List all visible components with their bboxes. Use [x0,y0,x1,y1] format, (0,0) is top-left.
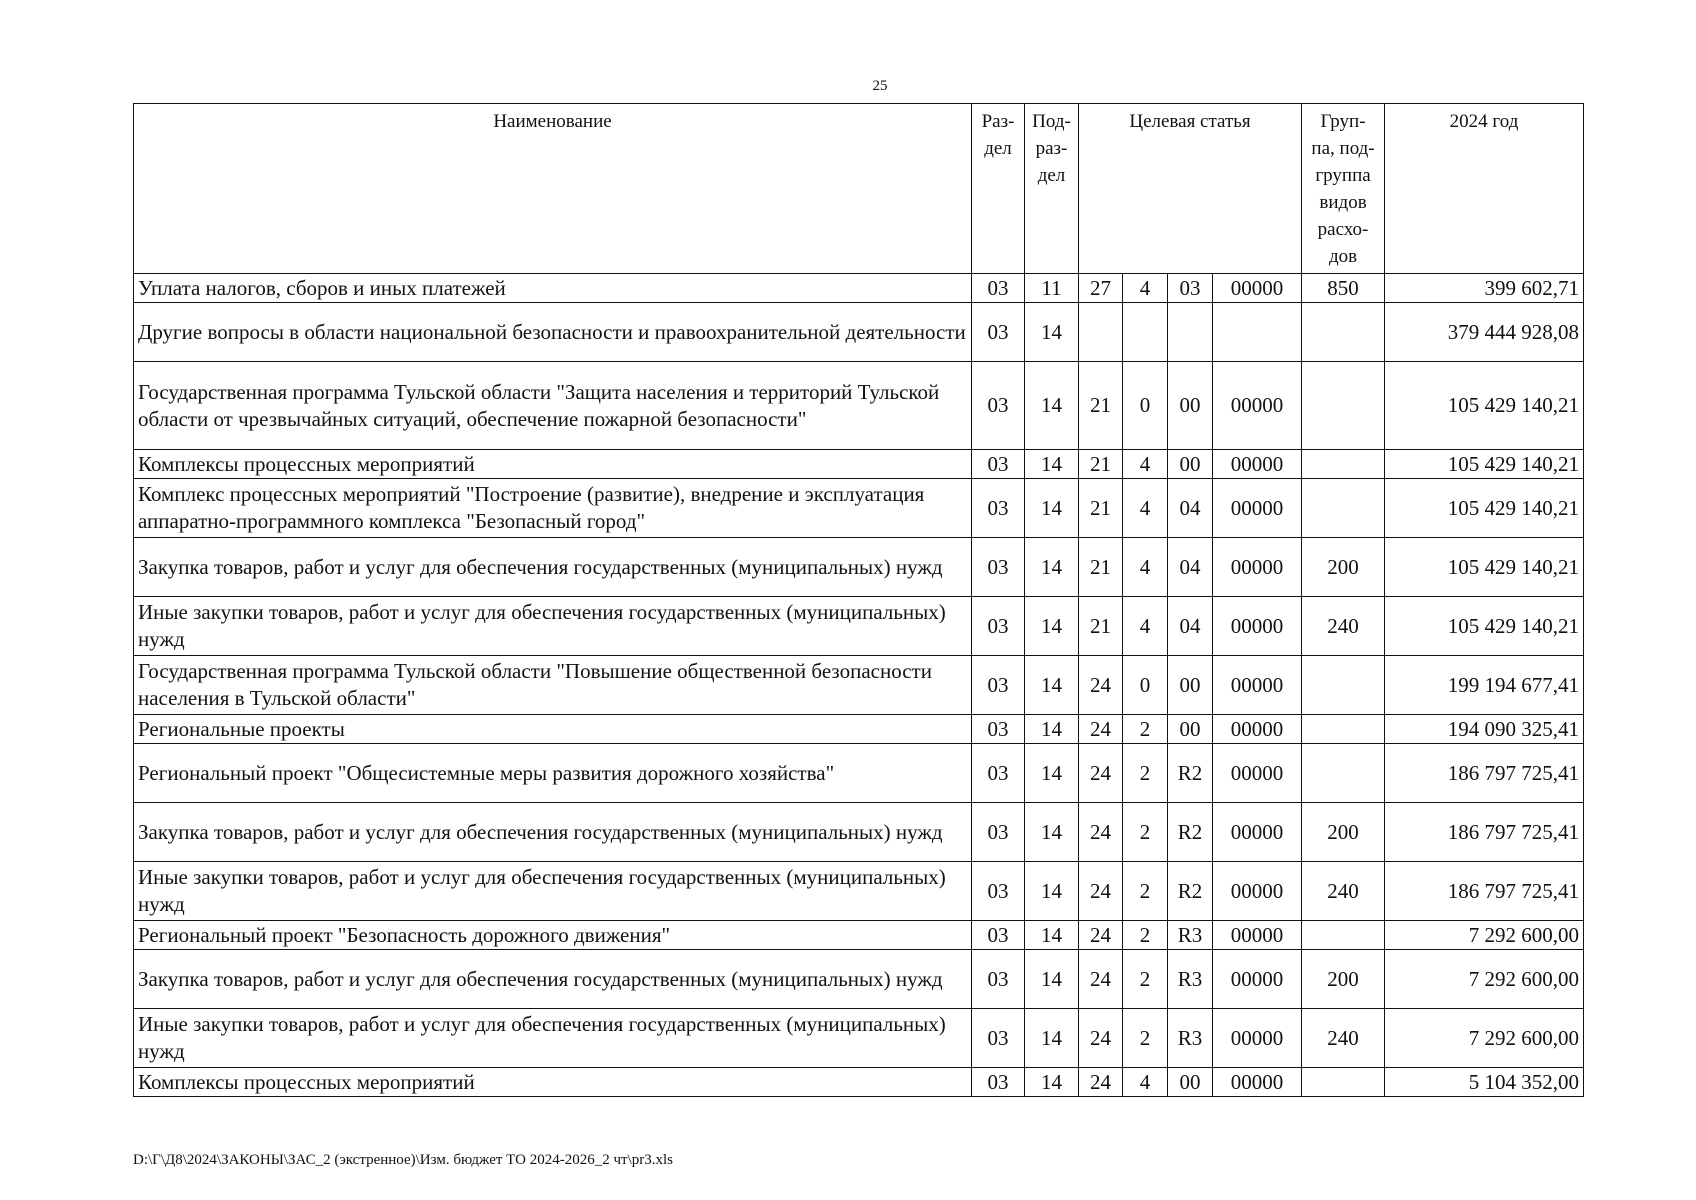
row-name: Иные закупки товаров, работ и услуг для обеспечения государственных (муниципальных) нужд [134,1009,972,1068]
row-vr [1302,715,1385,744]
row-name: Региональный проект "Общесистемные меры развития дорожного хозяйства" [134,744,972,803]
row-pr: 14 [1025,862,1079,921]
row-t4: 00000 [1213,862,1302,921]
row-name: Закупка товаров, работ и услуг для обеспечения государственных (муниципальных) нужд [134,950,972,1009]
row-t4 [1213,303,1302,362]
row-t4: 00000 [1213,715,1302,744]
table-row [134,715,1584,744]
row-pr: 14 [1025,1068,1079,1097]
row-t3: 04 [1168,479,1213,538]
row-vr [1302,362,1385,450]
row-t2: 4 [1123,538,1168,597]
row-t2: 2 [1123,803,1168,862]
row-t1: 24 [1079,715,1123,744]
row-rz: 03 [972,303,1025,362]
row-t1: 27 [1079,274,1123,303]
row-t1: 24 [1079,1068,1123,1097]
row-t2: 4 [1123,450,1168,479]
file-path-footer: D:\Г\Д8\2024\ЗАКОНЫ\ЗАС_2 (экстренное)\Изм. бюджет ТО 2024-2026_2 чт\pr3.xls [133,1152,673,1168]
row-t1: 24 [1079,862,1123,921]
row-t2 [1123,303,1168,362]
header-target-article: Целевая статья [1079,104,1302,274]
row-vr [1302,479,1385,538]
row-rz: 03 [972,538,1025,597]
row-pr: 14 [1025,744,1079,803]
row-t2: 4 [1123,274,1168,303]
row-vr [1302,921,1385,950]
row-rz: 03 [972,715,1025,744]
row-t4: 00000 [1213,538,1302,597]
row-pr: 14 [1025,597,1079,656]
row-t4: 00000 [1213,744,1302,803]
header-section: Раз- дел [972,104,1025,274]
budget-table [133,103,1584,1097]
row-name: Государственная программа Тульской области "Повышение общественной безопасности населения в Тульской области" [134,656,972,715]
row-amount: 105 429 140,21 [1385,362,1584,450]
row-rz: 03 [972,656,1025,715]
row-pr: 14 [1025,715,1079,744]
table-row [134,950,1584,1009]
row-name: Уплата налогов, сборов и иных платежей [134,274,972,303]
row-pr: 14 [1025,450,1079,479]
table-row [134,274,1584,303]
row-rz: 03 [972,950,1025,1009]
row-t1: 21 [1079,597,1123,656]
row-t2: 0 [1123,656,1168,715]
row-vr: 200 [1302,803,1385,862]
row-amount: 105 429 140,21 [1385,479,1584,538]
row-t4: 00000 [1213,450,1302,479]
row-t3: 00 [1168,656,1213,715]
row-pr: 14 [1025,303,1079,362]
row-t3: 03 [1168,274,1213,303]
header-year: 2024 год [1385,104,1584,274]
table-row [134,1009,1584,1068]
row-amount: 7 292 600,00 [1385,1009,1584,1068]
row-vr: 240 [1302,597,1385,656]
header-subsection: Под- раз- дел [1025,104,1079,274]
row-rz: 03 [972,803,1025,862]
table-row [134,656,1584,715]
row-amount: 105 429 140,21 [1385,450,1584,479]
row-t1: 21 [1079,450,1123,479]
row-t3: 04 [1168,538,1213,597]
row-t3: 00 [1168,362,1213,450]
row-rz: 03 [972,1068,1025,1097]
row-t2: 2 [1123,744,1168,803]
row-vr: 200 [1302,538,1385,597]
row-t4: 00000 [1213,656,1302,715]
table-row [134,303,1584,362]
table-row [134,1068,1584,1097]
row-name: Другие вопросы в области национальной безопасности и правоохранительной деятельности [134,303,972,362]
row-t4: 00000 [1213,1068,1302,1097]
row-name: Закупка товаров, работ и услуг для обеспечения государственных (муниципальных) нужд [134,803,972,862]
row-amount: 5 104 352,00 [1385,1068,1584,1097]
row-amount: 186 797 725,41 [1385,862,1584,921]
row-pr: 14 [1025,803,1079,862]
row-t1: 21 [1079,479,1123,538]
row-name: Иные закупки товаров, работ и услуг для обеспечения государственных (муниципальных) нужд [134,862,972,921]
row-pr: 14 [1025,1009,1079,1068]
table-row [134,479,1584,538]
row-t3: R3 [1168,921,1213,950]
row-t3: 04 [1168,597,1213,656]
row-vr [1302,656,1385,715]
row-amount: 7 292 600,00 [1385,950,1584,1009]
table-row [134,597,1584,656]
table-row [134,538,1584,597]
row-t2: 4 [1123,479,1168,538]
row-amount: 399 602,71 [1385,274,1584,303]
row-amount: 379 444 928,08 [1385,303,1584,362]
table-row [134,862,1584,921]
row-pr: 14 [1025,479,1079,538]
row-t4: 00000 [1213,921,1302,950]
row-t3: 00 [1168,450,1213,479]
row-t2: 4 [1123,1068,1168,1097]
row-t3: R3 [1168,1009,1213,1068]
row-t4: 00000 [1213,1009,1302,1068]
row-rz: 03 [972,479,1025,538]
row-pr: 14 [1025,656,1079,715]
row-pr: 14 [1025,921,1079,950]
row-t3: R2 [1168,803,1213,862]
row-vr: 850 [1302,274,1385,303]
row-name: Комплексы процессных мероприятий [134,1068,972,1097]
row-rz: 03 [972,862,1025,921]
row-t4: 00000 [1213,274,1302,303]
row-t2: 2 [1123,921,1168,950]
row-amount: 186 797 725,41 [1385,744,1584,803]
row-rz: 03 [972,921,1025,950]
header-name: Наименование [134,104,972,274]
row-t4: 00000 [1213,950,1302,1009]
row-rz: 03 [972,597,1025,656]
row-amount: 105 429 140,21 [1385,538,1584,597]
row-name: Региональный проект "Безопасность дорожного движения" [134,921,972,950]
table-header-row [134,104,1584,274]
table-row [134,921,1584,950]
row-amount: 105 429 140,21 [1385,597,1584,656]
row-rz: 03 [972,1009,1025,1068]
table-row [134,803,1584,862]
row-vr [1302,744,1385,803]
row-vr [1302,450,1385,479]
row-t3 [1168,303,1213,362]
table-row [134,744,1584,803]
row-rz: 03 [972,450,1025,479]
row-pr: 14 [1025,538,1079,597]
row-t1: 24 [1079,744,1123,803]
row-t2: 2 [1123,715,1168,744]
row-pr: 11 [1025,274,1079,303]
row-vr [1302,1068,1385,1097]
row-vr: 200 [1302,950,1385,1009]
row-t1: 24 [1079,803,1123,862]
row-vr: 240 [1302,1009,1385,1068]
row-t1: 24 [1079,1009,1123,1068]
row-pr: 14 [1025,950,1079,1009]
row-amount: 194 090 325,41 [1385,715,1584,744]
row-t1: 24 [1079,656,1123,715]
row-t3: R3 [1168,950,1213,1009]
header-expense-group: Груп- па, под- группа видов расхо- дов [1302,104,1385,274]
row-name: Региональные проекты [134,715,972,744]
page-number: 25 [872,78,888,94]
row-rz: 03 [972,362,1025,450]
row-amount: 7 292 600,00 [1385,921,1584,950]
row-t1 [1079,303,1123,362]
row-t2: 0 [1123,362,1168,450]
row-t3: 00 [1168,715,1213,744]
row-t1: 24 [1079,921,1123,950]
row-t2: 2 [1123,862,1168,921]
row-name: Комплексы процессных мероприятий [134,450,972,479]
row-name: Закупка товаров, работ и услуг для обеспечения государственных (муниципальных) нужд [134,538,972,597]
row-pr: 14 [1025,362,1079,450]
row-t1: 21 [1079,538,1123,597]
row-amount: 186 797 725,41 [1385,803,1584,862]
table-row [134,450,1584,479]
row-rz: 03 [972,274,1025,303]
row-t4: 00000 [1213,803,1302,862]
row-name: Государственная программа Тульской области "Защита населения и территорий Тульской области от чрезвычайных ситуаций, обеспечение пожарной безопасности" [134,362,972,450]
table-row [134,362,1584,450]
row-name: Иные закупки товаров, работ и услуг для обеспечения государственных (муниципальных) нужд [134,597,972,656]
row-t4: 00000 [1213,479,1302,538]
row-t2: 4 [1123,597,1168,656]
row-rz: 03 [972,744,1025,803]
row-t1: 21 [1079,362,1123,450]
row-amount: 199 194 677,41 [1385,656,1584,715]
row-t4: 00000 [1213,362,1302,450]
row-name: Комплекс процессных мероприятий "Построение (развитие), внедрение и эксплуатация аппаратно-программного комплекса "Безопасный город" [134,479,972,538]
row-t3: R2 [1168,862,1213,921]
row-t3: R2 [1168,744,1213,803]
row-t3: 00 [1168,1068,1213,1097]
row-vr: 240 [1302,862,1385,921]
row-t2: 2 [1123,1009,1168,1068]
row-vr [1302,303,1385,362]
row-t1: 24 [1079,950,1123,1009]
row-t4: 00000 [1213,597,1302,656]
row-t2: 2 [1123,950,1168,1009]
